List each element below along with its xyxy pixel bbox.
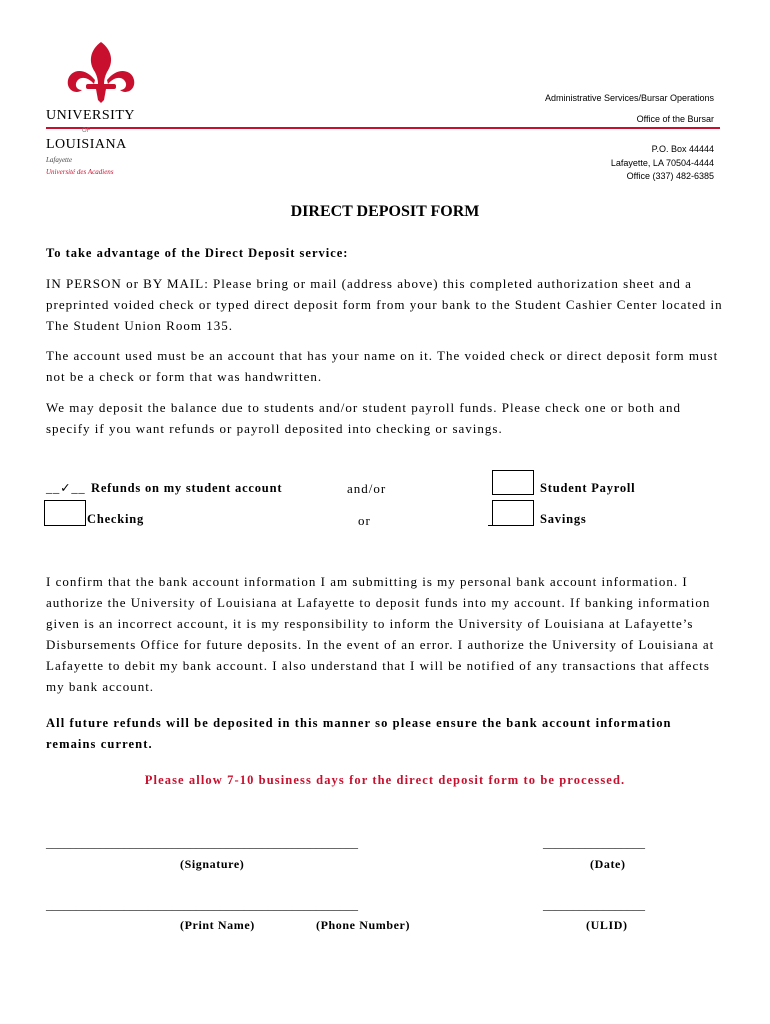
checking-checkbox[interactable] (44, 500, 86, 525)
campus-name: Lafayette (46, 156, 73, 164)
signature-caption: (Signature) (180, 857, 245, 871)
savings-checkbox[interactable] (492, 500, 534, 525)
office-phone: Office (337) 482-6385 (626, 171, 714, 181)
city-state-zip: Lafayette, LA 70504-4444 (610, 158, 714, 168)
instructions-paragraph-2: The account used must be an account that has your name on it. The voided check or direct deposit form must not be a check or form that was handwritten. (46, 348, 719, 384)
or-text: or (358, 513, 371, 528)
university-wordmark-of: OF (82, 128, 91, 134)
campus-french-name: Université des Acadiens (46, 168, 114, 176)
intro-heading: To take advantage of the Direct Deposit service: (46, 246, 349, 260)
department-name: Administrative Services/Bursar Operations (544, 93, 714, 103)
checking-underline (44, 525, 86, 526)
header-divider (46, 127, 720, 129)
signature-line[interactable]: ____________________________________________________ (46, 836, 358, 850)
savings-label: Savings (540, 512, 587, 526)
refunds-option-label: Refunds on my student account (91, 481, 283, 495)
student-payroll-checkbox[interactable] (492, 470, 534, 495)
university-wordmark-top: UNIVERSITY (46, 108, 135, 123)
fleur-de-lis-logo-icon (46, 40, 156, 104)
date-caption: (Date) (590, 857, 626, 871)
po-box: P.O. Box 44444 (651, 144, 714, 154)
savings-underline (488, 525, 534, 526)
university-wordmark-bottom: LOUISIANA (46, 137, 127, 152)
andor-text: and/or (347, 481, 387, 496)
ulid-caption: (ULID) (586, 918, 628, 932)
page-title: DIRECT DEPOSIT FORM (290, 203, 480, 220)
instructions-paragraph-3: We may deposit the balance due to students and/or student payroll funds. Please check one or both and specify if you want refunds or payroll deposited into checking or savings. (46, 400, 681, 436)
ulid-line[interactable]: _________________ (543, 898, 645, 912)
instructions-paragraph-1: IN PERSON or BY MAIL: Please bring or mail (address above) this completed authorization sheet and a preprinted voided check or typed direct deposit form from your bank to the Student Cashier Center located in The Student Union Room 135. (46, 276, 723, 333)
processing-time-note: Please allow 7-10 business days for the direct deposit form to be processed. (144, 773, 626, 787)
student-payroll-label: Student Payroll (540, 481, 636, 495)
student-payroll-underline (492, 494, 534, 495)
print-name-phone-line[interactable]: ____________________________________________________ (46, 898, 358, 912)
checking-label: Checking (87, 512, 145, 526)
print-name-caption: (Print Name) (180, 918, 255, 932)
refunds-checkmark[interactable]: __✓__ (46, 481, 86, 495)
authorization-statement: I confirm that the bank account information I am submitting is my personal bank account information. I authorize the University of Louisiana at Lafayette to deposit funds into my account. If banking information given is an incorrect account, it is my responsibility to inform the University of Louisiana at Lafayette’s Disbursements Office for future deposits. In the event of an error. I authorize the University of Louisiana at Lafayette to debit my bank account. I also understand that I will be notified of any transactions that affects my bank account. (46, 574, 715, 694)
date-line[interactable]: _________________ (543, 836, 645, 850)
phone-number-caption: (Phone Number) (316, 918, 411, 932)
future-refunds-notice: All future refunds will be deposited in this manner so please ensure the bank account information remains current. (46, 716, 672, 751)
office-name: Office of the Bursar (636, 114, 714, 124)
